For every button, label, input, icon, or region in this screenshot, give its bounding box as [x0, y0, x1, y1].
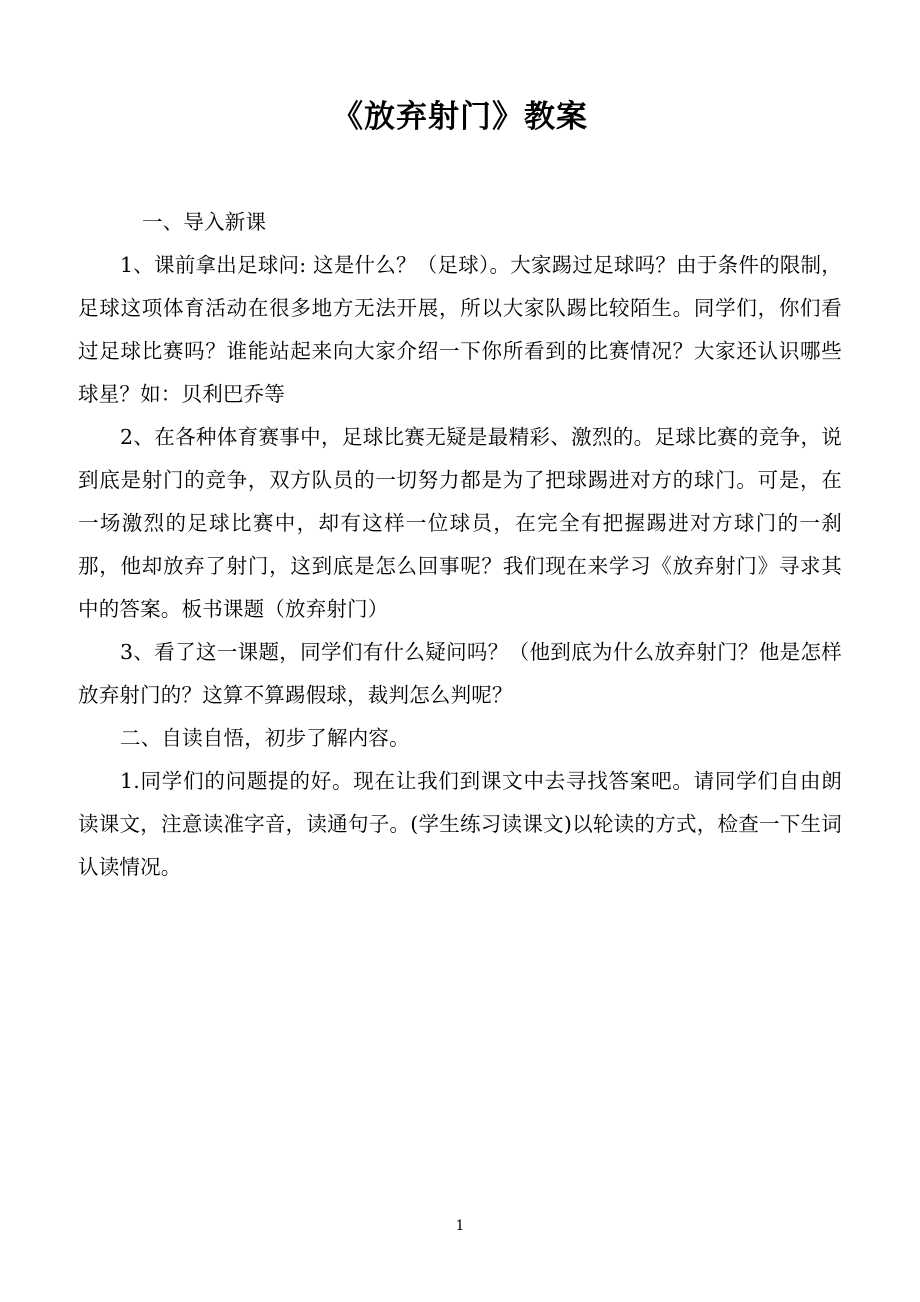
page-number: 1	[455, 1218, 465, 1234]
section-1-heading: 一、导入新课	[142, 210, 267, 235]
paragraph-3: 3、看了这一课题，同学们有什么疑问吗？（他到底为什么放弃射门？他是怎样放弃射门的？这算不算踢假球，裁判怎么判呢？	[78, 640, 842, 708]
paragraph-2: 2、在各种体育赛事中，足球比赛无疑是最精彩、激烈的。足球比赛的竞争，说到底是射门的竞争，双方队员的一切努力都是为了把球踢进对方的球门。可是，在一场激烈的足球比赛中，却有这样一位球员，在完全有把握踢进对方球门的一刹那，他却放弃了射门，这到底是怎么回事呢？我们现在来学习《放弃射门》寻求其中的答案。板书课题（放弃射门）	[78, 425, 842, 622]
document-body	[78, 201, 842, 889]
paragraph-4: 1.同学们的问题提的好。现在让我们到课文中去寻找答案吧。请同学们自由朗读课文，注意读准字音，读通句子。(学生练习读课文)以轮读的方式，检查一下生词认读情况。	[78, 769, 842, 880]
page-title: 《放弃射门》教案	[332, 99, 588, 135]
section-2-heading: 二、自读自悟，初步了解内容。	[120, 726, 410, 751]
paragraph-1: 1、课前拿出足球问: 这是什么？（足球）。大家踢过足球吗？由于条件的限制，足球这项体育活动在很多地方无法开展，所以大家队踢比较陌生。同学们，你们看过足球比赛吗？谁能站起来向大家介绍一下你所看到的比赛情况？大家还认识哪些球星？如：贝利巴乔等	[78, 253, 842, 407]
